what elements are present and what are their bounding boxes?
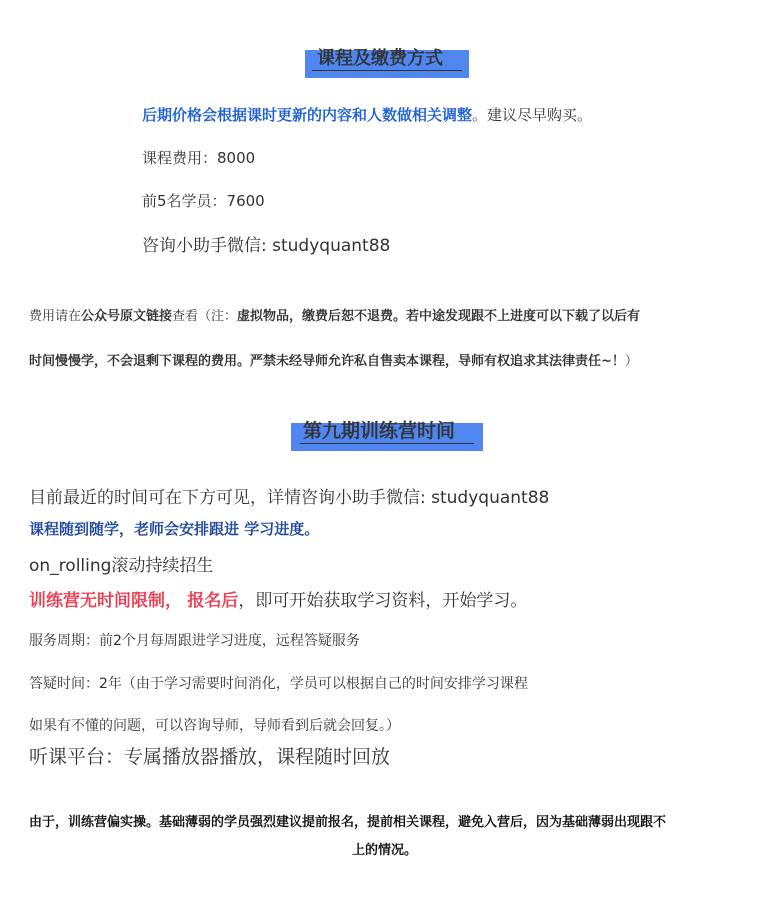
price-adjust-note bbox=[142, 104, 592, 125]
follow-up-line: 课程随到随学，老师会安排跟进 学习进度。 bbox=[29, 520, 320, 538]
disclaimer-text: 查看（注： bbox=[172, 309, 238, 324]
disclaimer-bold: 虚拟物品，缴费后恕不退费。若中途发现跟不上进度可以下载了以后有 bbox=[237, 309, 641, 324]
disclaimer-line-2 bbox=[29, 350, 638, 369]
disclaimer-text: ） bbox=[624, 354, 638, 369]
final-note-line-2: 上的情况。 bbox=[352, 843, 418, 858]
after-signup-highlight: 报名后 bbox=[187, 591, 239, 611]
disclaimer-line-1 bbox=[29, 305, 640, 324]
disclaimer-link-text: 公众号原文链接 bbox=[81, 309, 173, 324]
price-adjust-highlight: 后期价格会根据课时更新的内容和人数做相关调整 bbox=[142, 106, 473, 124]
disclaimer-bold: 时间慢慢学，不会退剩下课程的费用。严禁未经导师允许私自售卖本课程，导师有权追求其法律责任~！ bbox=[29, 354, 625, 369]
platform-line: 听课平台：专属播放器播放，课程随时回放 bbox=[29, 746, 391, 768]
heading-title: 课程及缴费方式 bbox=[317, 48, 443, 69]
unlimited-highlight: 训练营无时间限制， bbox=[29, 591, 182, 611]
heading-title: 第九期训练营时间 bbox=[303, 420, 456, 442]
price-adjust-rest: 。建议尽早购买。 bbox=[472, 106, 593, 124]
disclaimer-text: 费用请在 bbox=[29, 309, 82, 324]
early-bird-fee: 前5名学员：7600 bbox=[142, 192, 265, 210]
final-note-line-1: 由于，训练营偏实操。基础薄弱的学员强烈建议提前报名，提前相关课程，避免入营后，因为基础薄弱出现跟不 bbox=[29, 815, 667, 830]
rolling-enrollment: on_rolling滚动持续招生 bbox=[29, 556, 214, 576]
heading-underline bbox=[312, 70, 462, 71]
unlimited-time-line bbox=[29, 586, 527, 611]
course-fee: 课程费用：8000 bbox=[142, 149, 256, 167]
heading-underline bbox=[300, 443, 474, 444]
service-period: 服务周期：前2个月每周跟进学习进度，远程答疑服务 bbox=[29, 633, 360, 649]
unlimited-rest: ，即可开始获取学习资料，开始学习。 bbox=[238, 591, 528, 611]
qa-period-line-1: 答疑时间：2年（由于学习需要时间消化，学员可以根据自己的时间安排学习课程 bbox=[29, 676, 528, 692]
recent-schedule-line: 目前最近的时间可在下方可见，详情咨询小助手微信: studyquant88 bbox=[29, 488, 550, 508]
contact-wechat: 咨询小助手微信: studyquant88 bbox=[142, 236, 391, 256]
qa-period-line-2: 如果有不懂的问题，可以咨询导师，导师看到后就会回复。） bbox=[29, 718, 400, 734]
